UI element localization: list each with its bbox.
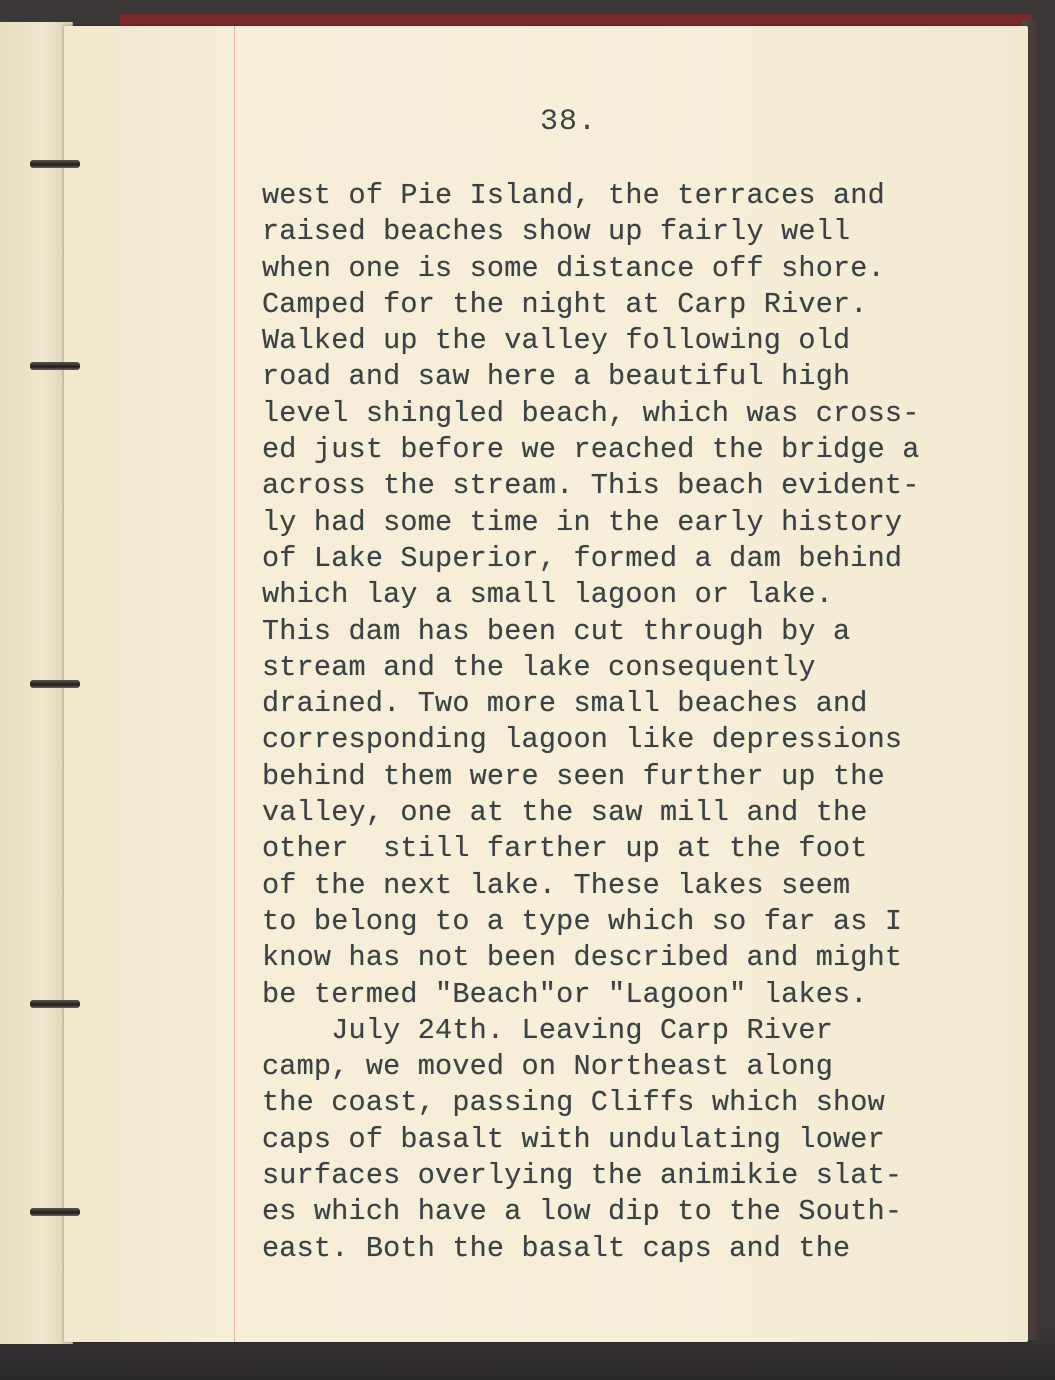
text-line: to belong to a type which so far as I [262,904,903,938]
page-number: 38. [540,105,598,139]
text-line: other still farther up at the foot [262,832,868,866]
text-line: level shingled beach, which was cross- [262,396,920,430]
text-line: stream and the lake consequently [262,650,816,684]
text-line: west of Pie Island, the terraces and [262,179,885,212]
text-line: ed just before we reached the bridge a [262,433,920,467]
text-line: raised beaches show up fairly well [262,215,851,249]
text-line: which lay a small lagoon or lake. [262,578,833,612]
text-line: drained. Two more small beaches and [262,687,868,721]
binder-ring-icon [30,362,80,370]
binder-ring-icon [30,1000,80,1008]
text-line: surfaces overlying the animikie slat- [262,1159,903,1193]
text-line: camp, we moved on Northeast along [262,1050,833,1084]
text-line: es which have a low dip to the South- [262,1195,903,1229]
text-line: know has not been described and might [262,941,903,975]
binder-ring-icon [30,160,80,168]
binder-ring-icon [30,680,80,688]
text-line: corresponding lagoon like depressions [262,723,903,757]
text-line: caps of basalt with undulating lower [262,1122,885,1156]
text-line: ly had some time in the early history [262,505,903,539]
text-line: Camped for the night at Carp River. [262,287,868,321]
text-line: be termed "Beach"or "Lagoon" lakes. [262,977,868,1011]
typed-text-block [262,178,1022,1267]
text-line: east. Both the basalt caps and the [262,1231,851,1265]
text-line: of Lake Superior, formed a dam behind [262,541,903,575]
text-line: road and saw here a beautiful high [262,360,851,394]
text-line: July 24th. Leaving Carp River [262,1013,833,1047]
text-line: when one is some distance off shore. [262,251,885,285]
text-line: of the next lake. These lakes seem [262,868,851,902]
text-line: This dam has been cut through by a [262,614,851,648]
margin-rule [234,26,235,1342]
binder-ring-icon [30,1208,80,1216]
text-line: the coast, passing Cliffs which show [262,1086,885,1120]
text-line: Walked up the valley following old [262,324,851,358]
text-line: across the stream. This beach evident- [262,469,920,503]
text-line: behind them were seen further up the [262,759,885,793]
text-line: valley, one at the saw mill and the [262,796,868,830]
